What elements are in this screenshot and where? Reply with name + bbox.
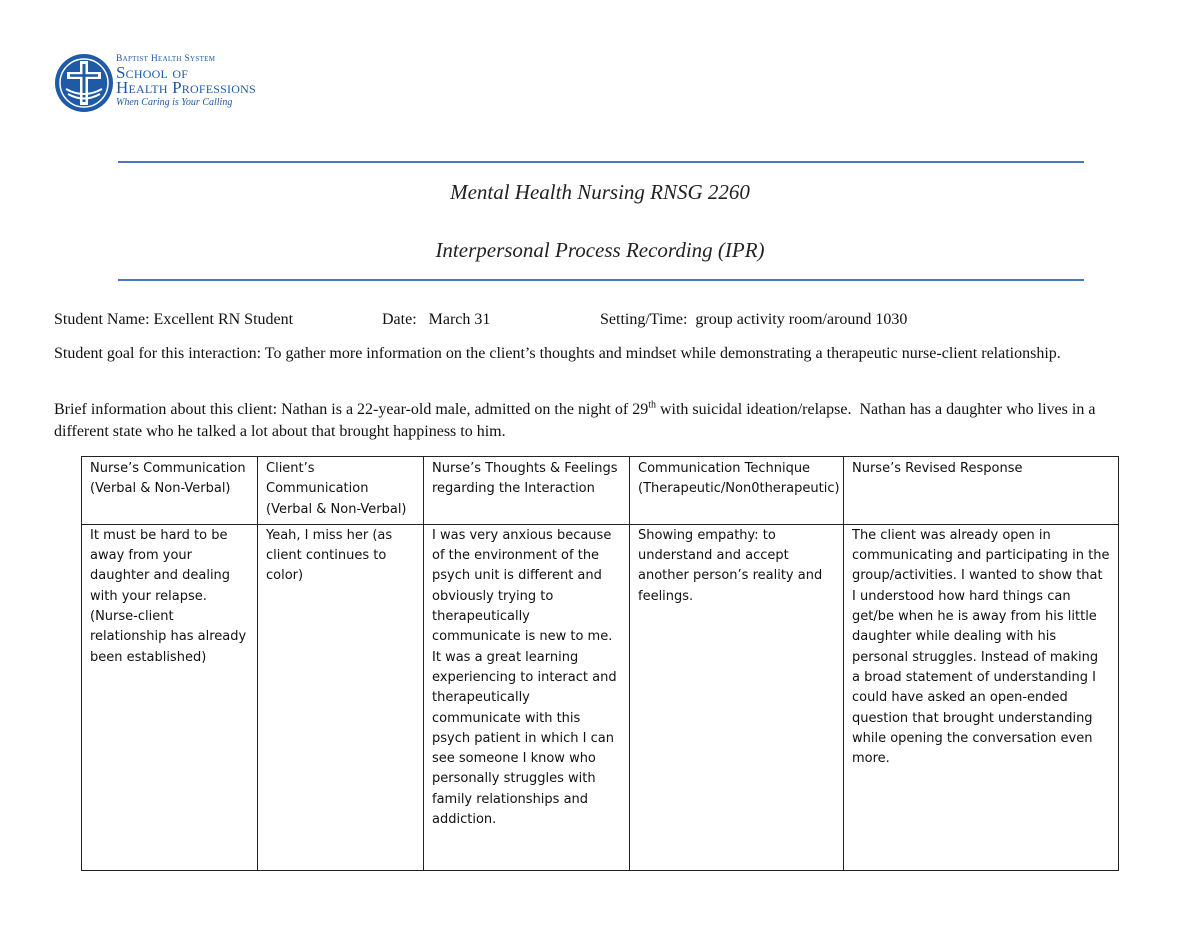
document-title: Interpersonal Process Recording (IPR) xyxy=(435,238,765,262)
ipr-table xyxy=(81,456,1119,871)
table-row xyxy=(82,524,1119,870)
cross-seal-icon xyxy=(54,53,114,113)
logo-tagline: When Caring is Your Calling xyxy=(116,97,233,108)
header-revised-response: Nurse’s Revised Response xyxy=(844,457,1119,525)
title-top-rule xyxy=(118,161,1084,163)
cell-revised-response: The client was already open in communicating and participating in the group/activities. I wanted to show that I understood how hard things can get/be when he is away from his little daughter while dealing with his personal struggles. Instead of making a broad statement of understanding I could have asked an open-ended question that brought understanding while opening the conversation even more. xyxy=(844,524,1119,870)
logo-org-name: Baptist Health System xyxy=(116,54,216,64)
setting-time: Setting/Time: group activity room/around 1030 xyxy=(600,311,908,328)
client-brief-ordinal: th xyxy=(648,399,656,411)
client-brief-text: Brief information about this client: Nathan is a 22-year-old male, admitted on the night of 29 xyxy=(54,401,649,418)
logo-school-line-1: School of xyxy=(116,63,189,82)
cell-nurse-thoughts: I was very anxious because of the environment of the psych unit is different and obviously trying to therapeutically communicate is new to me. It was a great learning experiencing to interact and therapeutically communicate with this psych patient in which I can see someone I know who personally struggles with family relationships and addiction. xyxy=(424,524,630,870)
table-header-row xyxy=(82,457,1119,525)
client-brief xyxy=(54,399,1144,443)
client-brief-text-continued: with suicidal ideation/relapse. Nathan has a daughter who lives in a different state who he talked a lot about that brought happiness to him. xyxy=(54,401,1100,440)
header-nurse-communication: Nurse’s Communication (Verbal & Non-Verbal) xyxy=(82,457,258,525)
school-logo xyxy=(54,53,294,119)
header-communication-technique: Communication Technique (Therapeutic/Non0therapeutic) xyxy=(630,457,844,525)
student-name: Student Name: Excellent RN Student xyxy=(54,311,294,328)
header-nurse-thoughts: Nurse’s Thoughts & Feelings regarding the Interaction xyxy=(424,457,630,525)
logo-school-line-2: Health Professions xyxy=(116,78,256,97)
interaction-date: Date: March 31 xyxy=(382,311,491,328)
header-client-communication: Client’s Communication (Verbal & Non-Verbal) xyxy=(258,457,424,525)
course-title: Mental Health Nursing RNSG 2260 xyxy=(450,180,750,204)
cell-communication-technique: Showing empathy: to understand and accept another person’s reality and feelings. xyxy=(630,524,844,870)
cell-nurse-communication: It must be hard to be away from your daughter and dealing with your relapse. (Nurse-client relationship has already been established) xyxy=(82,524,258,870)
cell-client-communication: Yeah, I miss her (as client continues to color) xyxy=(258,524,424,870)
title-bottom-rule xyxy=(118,279,1084,281)
student-goal: Student goal for this interaction: To gather more information on the client’s thoughts and mindset while demonstrating a therapeutic nurse-client relationship. xyxy=(54,345,1061,362)
